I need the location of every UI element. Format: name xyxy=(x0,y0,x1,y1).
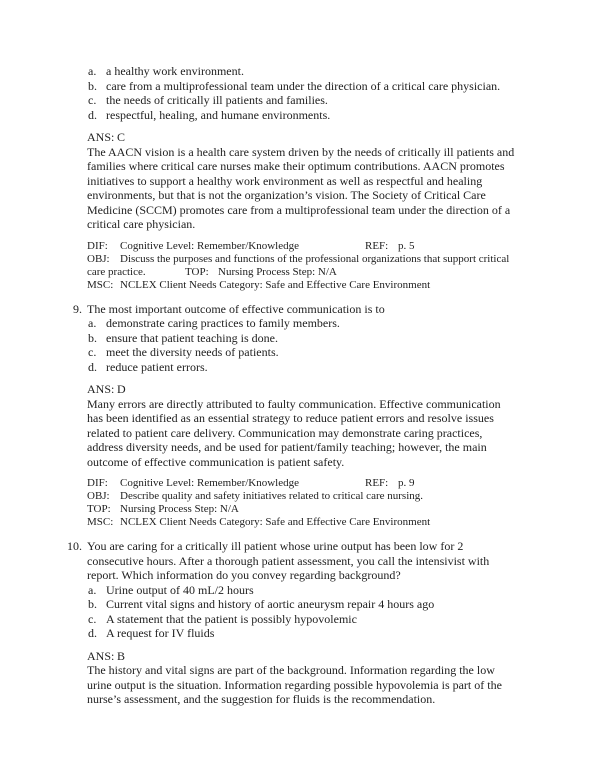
option-letter: b. xyxy=(88,78,97,93)
question-text: report. Which information do you convey regarding background? xyxy=(87,568,401,582)
option-letter: d. xyxy=(88,626,97,640)
answer-line xyxy=(87,649,600,664)
explanation-line: Medicine (SCCM) promotes care from a multiprofessional team under the direction of a xyxy=(87,202,511,217)
option-text: a healthy work environment. xyxy=(106,64,244,78)
explanation-line: The AACN vision is a health care system driven by the needs of critically ill patients and xyxy=(87,144,515,159)
meta-text: NCLEX Client Needs Category: Safe and Effective Care Environment xyxy=(120,516,431,528)
option-row xyxy=(88,108,600,123)
question-text: The most important outcome of effective communication is to xyxy=(87,301,385,316)
question-first-line xyxy=(67,539,600,554)
meta-label: DIF: xyxy=(87,477,108,489)
explanation-line: address diversity needs, and be used for patient/family teaching; however, the main xyxy=(87,440,487,454)
question-text: consecutive hours. After a thorough patient assessment, you call the intensivist with xyxy=(87,553,490,568)
meta-segment xyxy=(365,477,415,490)
option-row xyxy=(88,316,600,331)
option-text: Urine output of 40 mL/2 hours xyxy=(106,582,254,597)
option-letter: b. xyxy=(88,330,97,345)
meta-line xyxy=(87,490,600,503)
meta-text: Discuss the purposes and functions of the professional organizations that support critical xyxy=(120,252,510,265)
meta-label: TOP: xyxy=(87,503,111,515)
explanation-line: families where critical care nurses make their optimum contributions. AACN promotes xyxy=(87,159,505,173)
meta-line xyxy=(87,253,600,266)
meta-label: DIF: xyxy=(87,239,108,252)
meta-line xyxy=(87,503,600,516)
option-letter: b. xyxy=(88,597,97,611)
meta-text: care practice. xyxy=(87,265,146,278)
explanation-line: has been identified as an essential strategy to reduce patient errors and resolve issues xyxy=(87,411,494,425)
question-text: You are caring for a critically ill patient whose urine output has been low for 2 xyxy=(87,539,464,553)
option-letter: d. xyxy=(88,359,97,374)
option-row xyxy=(88,64,600,79)
option-letter: a. xyxy=(88,64,97,78)
question-number: 10. xyxy=(67,539,82,553)
meta-block xyxy=(0,477,600,529)
meta-line xyxy=(87,516,600,529)
option-text: reduce patient errors. xyxy=(106,359,208,374)
meta-segment xyxy=(365,240,415,253)
meta-block xyxy=(0,240,600,292)
question-block xyxy=(0,64,600,292)
explanation-paragraph xyxy=(0,145,600,232)
meta-label: MSC: xyxy=(87,516,114,528)
meta-text: p. 5 xyxy=(398,239,415,252)
question-first-line xyxy=(73,301,600,317)
explanation-line: Many errors are directly attributed to faulty communication. Effective communication xyxy=(87,396,501,411)
option-text: ensure that patient teaching is done. xyxy=(106,330,278,345)
option-row xyxy=(88,612,600,627)
options-list xyxy=(0,583,600,641)
meta-text: Cognitive Level: Remember/Knowledge xyxy=(120,239,300,252)
option-row xyxy=(88,331,600,346)
meta-label: REF: xyxy=(365,239,389,252)
meta-label: MSC: xyxy=(87,278,114,291)
option-text: meet the diversity needs of patients. xyxy=(106,345,279,359)
meta-text: Nursing Process Step: N/A xyxy=(120,503,239,515)
option-row xyxy=(88,626,600,641)
answer-value: D xyxy=(117,382,126,396)
option-row xyxy=(88,79,600,94)
option-letter: a. xyxy=(88,582,97,597)
question-block xyxy=(0,539,600,707)
answer-label: ANS: xyxy=(87,648,115,663)
option-row xyxy=(88,597,600,612)
meta-text: NCLEX Client Needs Category: Safe and Effective Care Environment xyxy=(120,278,431,291)
option-row xyxy=(88,345,600,360)
explanation-line: nurse’s assessment, and the suggestion for fluids is the recommendation. xyxy=(87,692,436,706)
meta-segment xyxy=(185,266,337,279)
question-number: 9. xyxy=(73,301,82,316)
answer-value: B xyxy=(117,648,126,663)
options-list xyxy=(0,316,600,374)
meta-line xyxy=(87,266,600,279)
meta-text: p. 9 xyxy=(398,477,415,489)
answer-line xyxy=(87,130,600,145)
meta-label: OBJ: xyxy=(87,252,110,265)
meta-line xyxy=(87,279,600,292)
meta-label: OBJ: xyxy=(87,490,110,502)
explanation-line: outcome of effective communication is patient safety. xyxy=(87,454,345,469)
option-text: A request for IV fluids xyxy=(106,626,215,640)
option-letter: c. xyxy=(88,345,97,359)
explanation-line: critical care physician. xyxy=(87,217,196,231)
meta-text: Cognitive Level: Remember/Knowledge xyxy=(120,477,300,489)
option-text: demonstrate caring practices to family members. xyxy=(106,316,340,330)
option-text: the needs of critically ill patients and families. xyxy=(106,93,328,107)
question-continuation-line xyxy=(87,568,600,583)
meta-line xyxy=(87,240,600,253)
explanation-line: urine output is the situation. Information regarding possible hypovolemia is part of the xyxy=(87,677,502,692)
question-block xyxy=(0,302,600,530)
option-letter: d. xyxy=(88,107,97,122)
options-list xyxy=(0,64,600,122)
meta-line xyxy=(87,477,600,490)
meta-text: Describe quality and safety initiatives related to critical care nursing. xyxy=(120,490,423,502)
explanation-line: initiatives to support a healthy work environment as well as respectful and healing xyxy=(87,173,483,188)
answer-label: ANS: xyxy=(87,382,115,396)
meta-label: REF: xyxy=(365,477,389,489)
question-continuation-line xyxy=(87,554,600,569)
option-letter: c. xyxy=(88,93,97,107)
meta-text: Nursing Process Step: N/A xyxy=(218,265,337,278)
explanation-line: The history and vital signs are part of the background. Information regarding the low xyxy=(87,663,495,677)
option-row xyxy=(88,93,600,108)
option-text: A statement that the patient is possibly hypovolemic xyxy=(106,611,357,626)
answer-label: ANS: xyxy=(87,130,115,144)
option-text: care from a multiprofessional team under the direction of a critical care physician. xyxy=(106,78,501,93)
explanation-paragraph xyxy=(0,663,600,707)
explanation-line: related to patient care delivery. Communication may demonstrate caring practices, xyxy=(87,425,483,440)
meta-label: TOP: xyxy=(185,265,209,278)
option-row xyxy=(88,360,600,375)
explanation-paragraph xyxy=(0,397,600,470)
option-letter: a. xyxy=(88,316,97,330)
option-text: Current vital signs and history of aortic aneurysm repair 4 hours ago xyxy=(106,597,435,611)
answer-value: C xyxy=(117,130,126,144)
explanation-line: environments, but that is not the organization’s vision. The Society of Critical Care xyxy=(87,188,486,202)
option-letter: c. xyxy=(88,611,97,626)
option-row xyxy=(88,583,600,598)
option-text: respectful, healing, and humane environments. xyxy=(106,107,331,122)
answer-line xyxy=(87,382,600,397)
